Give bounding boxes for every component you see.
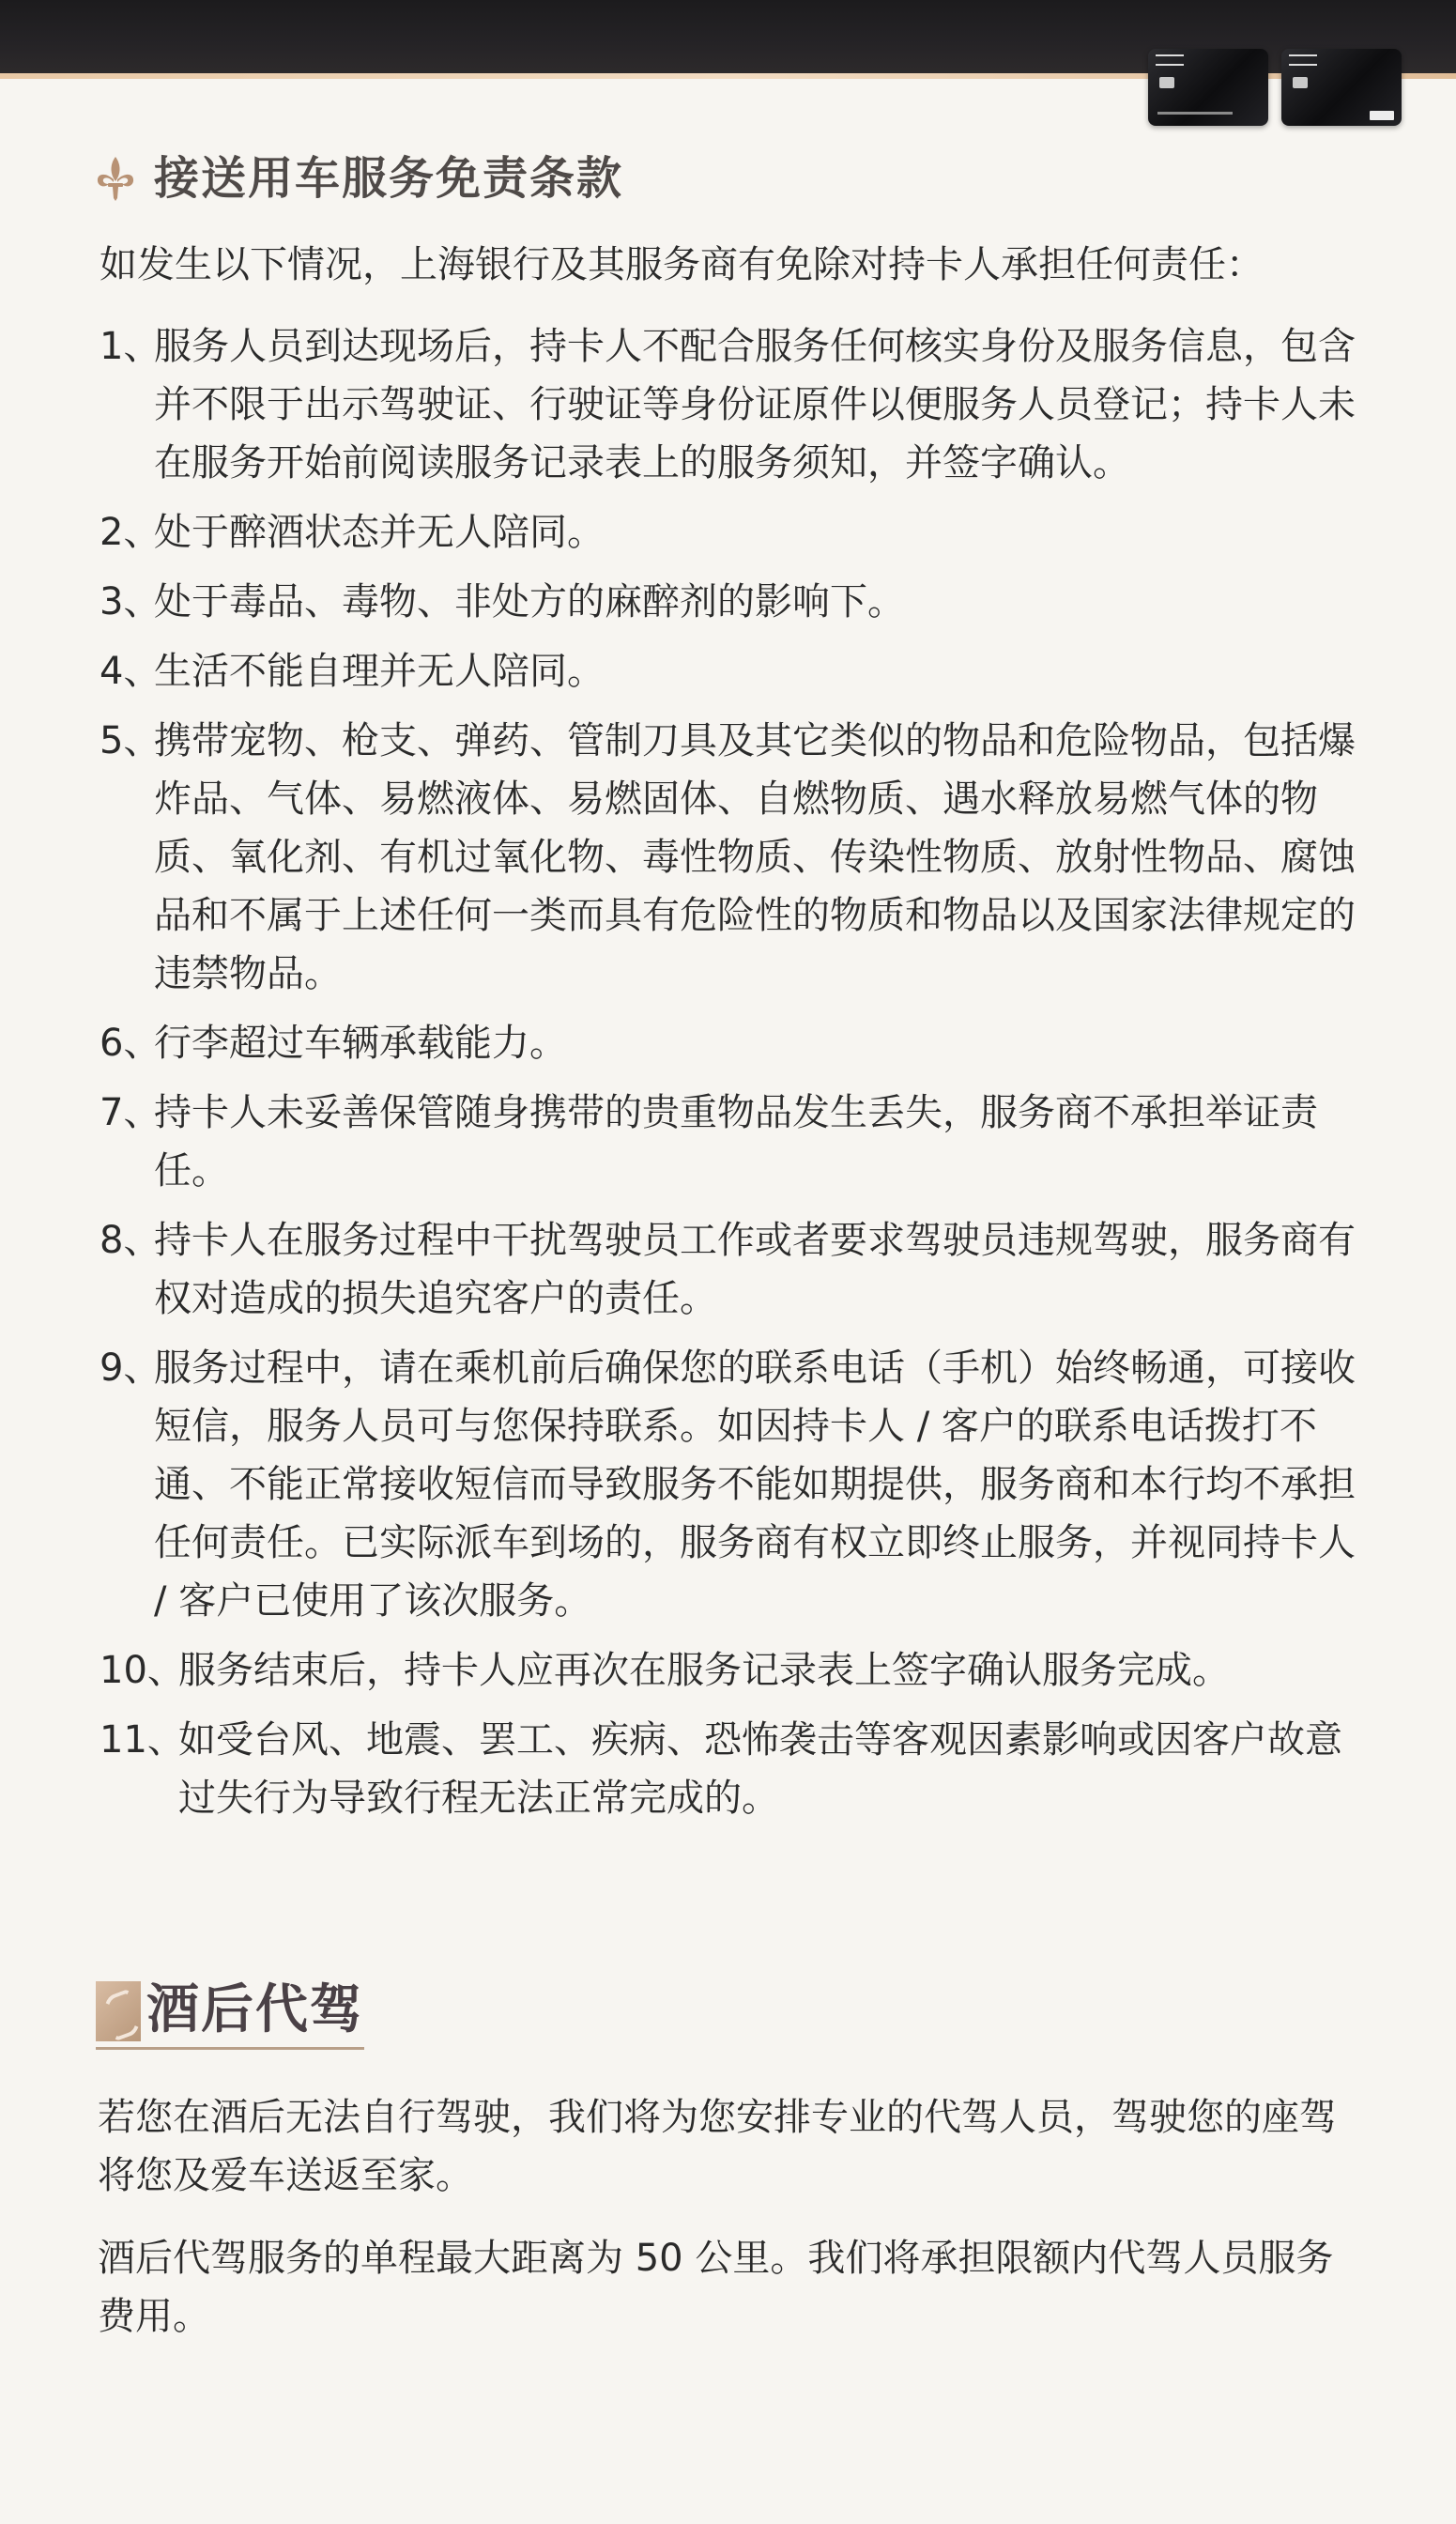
list-item-number: 2、 — [100, 511, 161, 554]
list-item — [100, 317, 1367, 492]
list-item-number: 8、 — [100, 1219, 161, 1262]
list-item-number: 5、 — [100, 719, 161, 762]
list-item-text: 服务过程中，请在乘机前后确保您的联系电话（手机）始终畅通，可接收短信，服务人员可与您保持联系。如因持卡人 / 客户的联系电话拨打不通、不能正常接收短信而导致服务不能如期提供，服务商和本行均不承担任何责任。已实际派车到场的，服务商有权立即终止服务，并视同持卡人 / 客户已使用了该次服务。 — [154, 1347, 1356, 1623]
bank-logo-mark — [1289, 54, 1317, 66]
list-item-number: 9、 — [100, 1347, 161, 1390]
bank-logo-mark — [1156, 54, 1184, 66]
list-item — [100, 503, 1367, 562]
list-item-text: 持卡人未妥善保管随身携带的贵重物品发生丢失，服务商不承担举证责任。 — [154, 1091, 1318, 1193]
list-item-text: 处于醉酒状态并无人陪同。 — [154, 511, 605, 554]
list-item — [100, 1211, 1367, 1328]
list-item-text: 生活不能自理并无人陪同。 — [154, 650, 605, 693]
bank-card-image — [1281, 49, 1402, 126]
visa-logo-mark — [1370, 111, 1394, 120]
section2-paragraph: 酒后代驾服务的单程最大距离为 50 公里。我们将承担限额内代驾人员服务费用。 — [98, 2237, 1334, 2338]
card-images — [1148, 49, 1402, 126]
list-item-text: 服务结束后，持卡人应再次在服务记录表上签字确认服务完成。 — [178, 1649, 1230, 1692]
card-chip — [1159, 77, 1174, 88]
list-item — [100, 1339, 1367, 1630]
section1-title: 接送用车服务免责条款 — [154, 152, 624, 205]
list-item-number: 11、 — [100, 1718, 185, 1762]
list-item-number: 4、 — [100, 650, 161, 693]
list-item-text: 行李超过车辆承载能力。 — [154, 1022, 567, 1065]
list-item-text: 如受台风、地震、罢工、疾病、恐怖袭击等客观因素影响或因客户故意过失行为导致行程无法正常完成的。 — [178, 1718, 1342, 1820]
list-item-number: 6、 — [100, 1022, 161, 1065]
list-item — [100, 573, 1367, 631]
bank-card-image — [1148, 49, 1268, 126]
card-chip — [1293, 77, 1308, 88]
list-item — [100, 712, 1367, 1003]
disclaimer-list — [100, 317, 1367, 1839]
fleur-de-lis-icon — [94, 155, 137, 202]
list-item-text: 处于毒品、毒物、非处方的麻醉剂的影响下。 — [154, 580, 905, 623]
list-item-number: 10、 — [100, 1649, 185, 1692]
list-item — [100, 1014, 1367, 1072]
list-item-text: 持卡人在服务过程中干扰驾驶员工作或者要求驾驶员违规驾驶，服务商有权对造成的损失追究客户的责任。 — [154, 1219, 1356, 1320]
card-number-strip — [1157, 112, 1233, 115]
list-item-number: 7、 — [100, 1091, 161, 1134]
section1-intro: 如发生以下情况，上海银行及其服务商有免除对持卡人承担任何责任： — [100, 243, 1264, 286]
list-item-text: 携带宠物、枪支、弹药、管制刀具及其它类似的物品和危险物品，包括爆炸品、气体、易燃液体、易燃固体、自燃物质、遇水释放易燃气体的物质、氧化剂、有机过氧化物、毒性物质、传染性物质、放射性物品、腐蚀品和不属于上述任何一类而具有危险性的物质和物品以及国家法律规定的违禁物品。 — [154, 719, 1356, 995]
list-item — [100, 1711, 1367, 1827]
list-item — [100, 1084, 1367, 1200]
brand-logo-icon — [96, 1981, 141, 2041]
section1-heading — [94, 150, 623, 207]
section2-title: 酒后代驾 — [146, 1979, 364, 2040]
list-item-text: 服务人员到达现场后，持卡人不配合服务任何核实身份及服务信息，包含并不限于出示驾驶证、行驶证等身份证原件以便服务人员登记；持卡人未在服务开始前阅读服务记录表上的服务须知，并签字确认。 — [154, 325, 1356, 485]
section2-paragraph: 若您在酒后无法自行驾驶，我们将为您安排专业的代驾人员，驾驶您的座驾将您及爱车送返至家。 — [98, 2096, 1337, 2197]
list-item-number: 1、 — [100, 325, 161, 368]
list-item-number: 3、 — [100, 580, 161, 623]
list-item — [100, 642, 1367, 700]
section2-heading — [96, 1979, 364, 2050]
list-item — [100, 1641, 1367, 1700]
